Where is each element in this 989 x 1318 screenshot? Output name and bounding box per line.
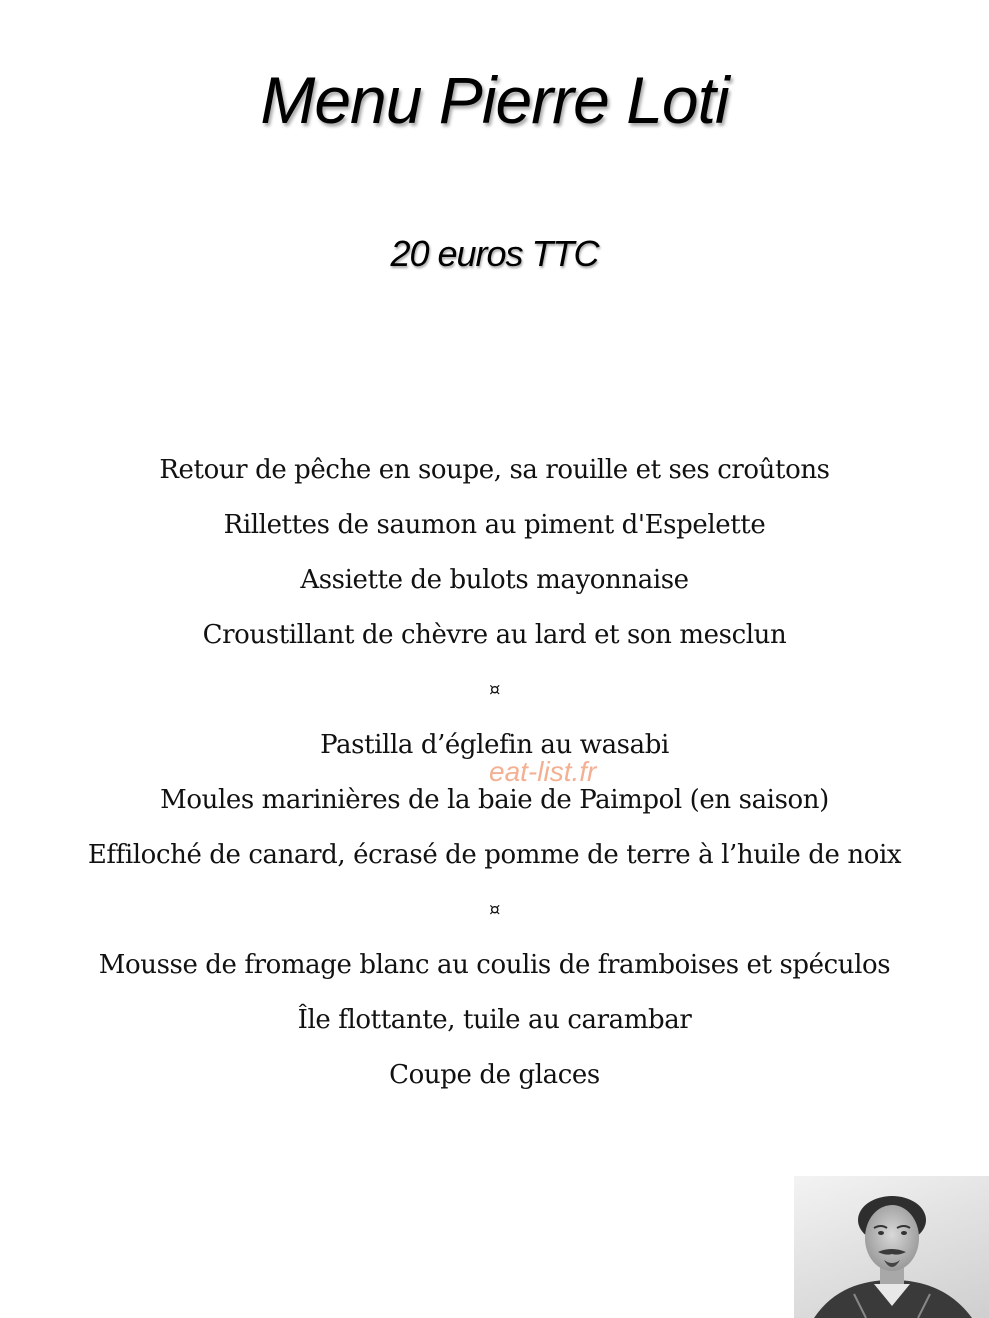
menu-title: Menu Pierre Loti (260, 63, 729, 137)
menu-price: 20 euros TTC (390, 233, 599, 274)
menu-line: Pastilla d’églefin au wasabi (320, 730, 669, 760)
watermark-text: eat-list.fr (489, 756, 597, 787)
menu-line: Rillettes de saumon au piment d'Espelette (223, 510, 766, 540)
menu-line: Île flottante, tuile au carambar (297, 1005, 692, 1035)
section-separator: ¤ (488, 679, 501, 700)
menu-line: Croustillant de chèvre au lard et son mesclun (202, 620, 787, 650)
menu-line: Moules marinières de la baie de Paimpol (en saison) (160, 785, 829, 815)
menu-line: Retour de pêche en soupe, sa rouille et ses croûtons (159, 455, 830, 485)
menu-line: Effiloché de canard, écrasé de pomme de terre à l’huile de noix (87, 840, 902, 870)
section-separator: ¤ (488, 899, 501, 920)
menu-line: Mousse de fromage blanc au coulis de framboises et spéculos (98, 950, 891, 980)
menu-line: Coupe de glaces (389, 1060, 600, 1090)
portrait-icon (794, 1176, 989, 1318)
portrait-photo (794, 1176, 989, 1318)
menu-line: Assiette de bulots mayonnaise (300, 565, 689, 595)
